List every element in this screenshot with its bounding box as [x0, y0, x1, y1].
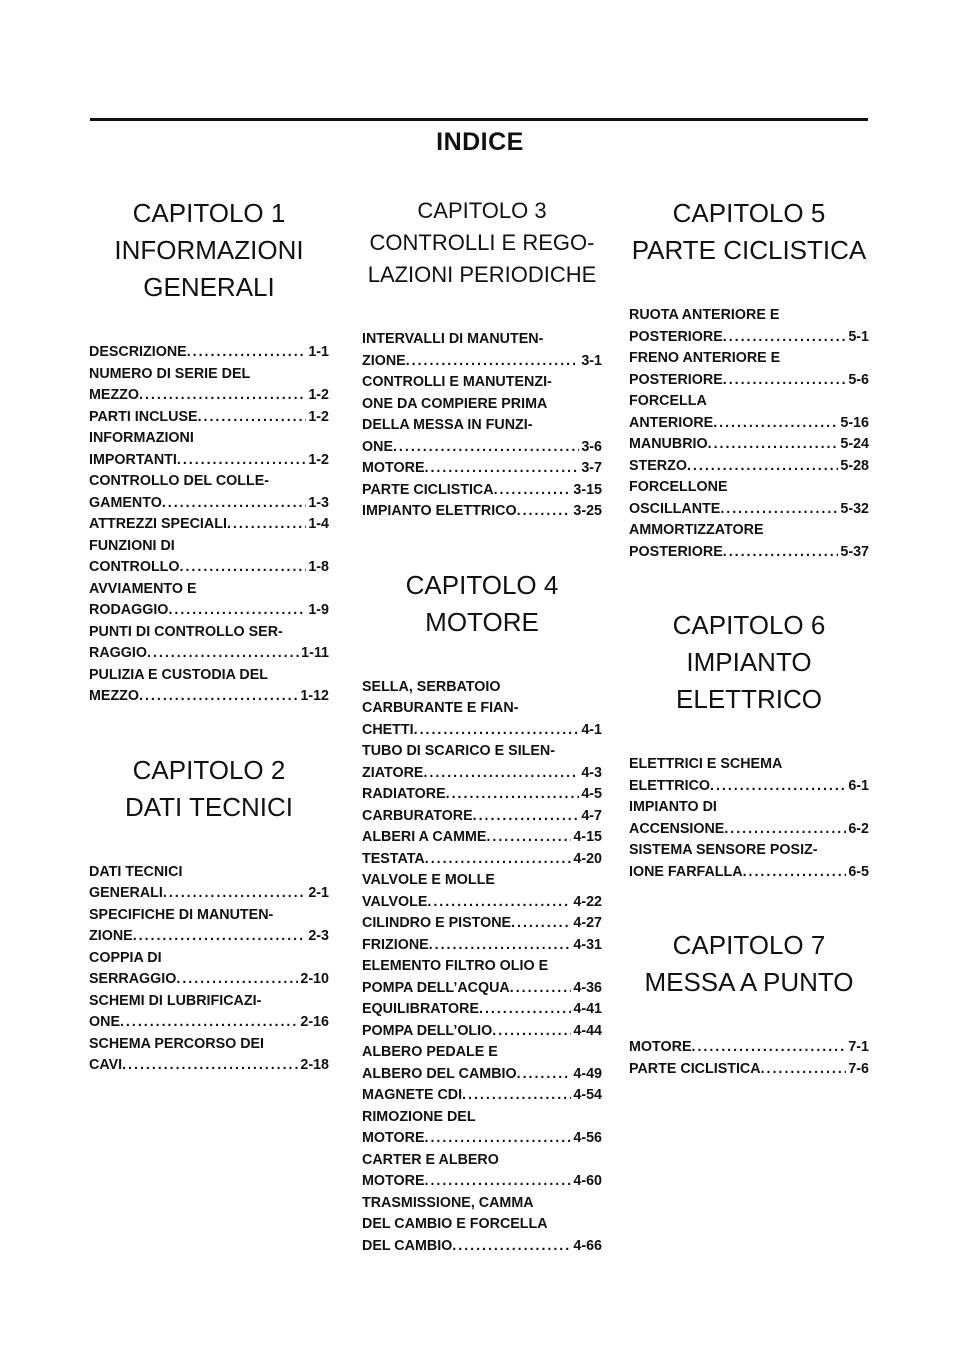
toc-page-number: 5-37: [840, 543, 869, 560]
toc-entry-text: POMPA DELL’OLIO: [362, 1022, 493, 1039]
toc-entry-text: ANTERIORE: [629, 414, 714, 431]
toc-entry-text: CONTROLLI E MANUTENZI-: [362, 374, 552, 390]
toc-page-number: 1-2: [308, 451, 329, 468]
toc-entry[interactable]: [362, 1042, 602, 1085]
toc-page-number: 4-27: [573, 915, 602, 931]
toc-entry[interactable]: [362, 1193, 602, 1258]
dot-leader: [176, 969, 298, 991]
toc-entry[interactable]: [89, 342, 329, 364]
toc-entry-text: POSTERIORE: [629, 371, 723, 388]
toc-entry[interactable]: [89, 514, 329, 536]
chapter-heading-line: CAPITOLO 5: [672, 198, 826, 228]
chapter-heading-line: MOTORE: [425, 606, 539, 637]
toc-page-number: 4-5: [581, 786, 602, 802]
dot-leader: [425, 458, 580, 480]
dot-leader: [177, 450, 306, 472]
toc-entry-text: VALVOLE E MOLLE: [362, 872, 495, 888]
chapter-heading-line: MESSA A PUNTO: [644, 967, 854, 997]
toc-entry-text: ZIONE: [362, 352, 406, 369]
toc-entry[interactable]: [362, 806, 602, 828]
toc-entry-text: IMPIANTO DI: [629, 799, 717, 815]
dot-leader: [187, 342, 307, 364]
toc-entry-text: DELLA MESSA IN FUNZI-: [362, 417, 533, 433]
dot-leader: [761, 1059, 847, 1081]
toc-entry-text: CARBURATORE: [362, 807, 473, 824]
dot-leader: [414, 720, 580, 742]
toc-entry[interactable]: [629, 348, 869, 391]
toc-page-number: 4-60: [573, 1173, 602, 1189]
dot-leader: [393, 437, 579, 459]
toc-entry[interactable]: [362, 458, 602, 480]
chapter-heading: [629, 927, 869, 1001]
toc-entry-text: IONE FARFALLA: [629, 863, 743, 880]
toc-entry-text: DEL CAMBIO: [362, 1237, 453, 1254]
chapter-heading-line: ELETTRICO: [676, 684, 822, 714]
toc-entry[interactable]: [89, 948, 329, 991]
dot-leader: [724, 819, 846, 841]
toc-page-number: 5-1: [848, 328, 869, 345]
dot-leader: [120, 1012, 298, 1034]
toc-entry-text: STERZO: [629, 457, 687, 474]
toc-page-number: 5-28: [840, 457, 869, 474]
toc-page-number: 5-32: [840, 500, 869, 517]
toc-entry[interactable]: [89, 407, 329, 429]
dot-leader: [406, 351, 580, 373]
toc-page-number: 4-49: [573, 1065, 602, 1082]
toc-entry[interactable]: [362, 329, 602, 372]
toc-entry-text: FORCELLA: [629, 393, 707, 409]
toc-entry-text: RAGGIO: [89, 645, 147, 661]
toc-page-number: 2-16: [300, 1014, 329, 1030]
toc-entry[interactable]: [362, 1021, 602, 1043]
dot-leader: [446, 784, 580, 806]
toc-page-number: 2-18: [300, 1057, 329, 1073]
chapter-heading: [89, 195, 329, 306]
toc-entry-text: CAVI: [89, 1057, 123, 1073]
toc-page-number: 5-6: [848, 371, 869, 388]
toc-entry[interactable]: [629, 1059, 869, 1081]
toc-page-number: 4-20: [573, 850, 602, 867]
toc-entry-text: DEL CAMBIO E FORCELLA: [362, 1216, 548, 1232]
toc-page-number: 3-25: [573, 503, 602, 519]
dot-leader: [133, 926, 307, 948]
toc-entry-text: OSCILLANTE: [629, 500, 721, 517]
toc-entry-text: SPECIFICHE DI MANUTEN-: [89, 906, 274, 923]
dot-leader: [510, 978, 572, 1000]
toc-page-number: 5-24: [840, 436, 869, 452]
toc-entry-text: NUMERO DI SERIE DEL: [89, 365, 251, 382]
toc-entry-text: MEZZO: [89, 387, 140, 403]
toc-page-number: 3-1: [581, 352, 602, 369]
toc-entry[interactable]: [362, 480, 602, 502]
toc-page-number: 1-3: [308, 494, 329, 511]
dot-leader: [492, 1021, 571, 1043]
toc-page-number: 4-41: [573, 1001, 602, 1017]
toc-page-number: 6-1: [848, 777, 869, 794]
toc-entry-text: EQUILIBRATORE: [362, 1001, 480, 1017]
toc-entry[interactable]: [362, 1150, 602, 1193]
toc-page-number: 1-1: [308, 344, 329, 360]
toc-entry-text: AVVIAMENTO E: [89, 580, 197, 597]
chapter-heading: [89, 752, 329, 826]
toc-entry-text: COPPIA DI: [89, 949, 162, 966]
toc-page-number: 7-6: [848, 1060, 869, 1077]
dot-leader: [168, 600, 306, 622]
toc-entry[interactable]: [362, 935, 602, 957]
toc-entry[interactable]: [89, 471, 329, 514]
toc-entry-list: [629, 1037, 869, 1080]
toc-entry[interactable]: [362, 999, 602, 1021]
toc-entry-text: IMPIANTO ELETTRICO: [362, 503, 517, 519]
chapter-heading-line: DATI TECNICI: [124, 791, 294, 822]
chapter-heading-line: CAPITOLO 4: [405, 569, 559, 600]
toc-entry[interactable]: [89, 622, 329, 665]
toc-entry-text: ZIONE: [89, 928, 133, 944]
toc-entry-text: ONE: [362, 438, 393, 455]
dot-leader: [479, 999, 571, 1021]
toc-entry[interactable]: [89, 364, 329, 407]
toc-entry-text: IMPORTANTI: [89, 451, 177, 468]
dot-leader: [162, 493, 307, 515]
toc-page-number: 7-1: [848, 1039, 869, 1055]
toc-page-number: 3-7: [581, 460, 602, 476]
toc-entry-text: ELETTRICI E SCHEMA: [629, 756, 783, 772]
toc-entry-list: [89, 862, 329, 1077]
toc-entry[interactable]: [89, 905, 329, 948]
toc-entry-text: MOTORE: [362, 1173, 425, 1189]
toc-page-number: 4-3: [581, 764, 602, 781]
toc-entry-text: CARBURANTE E FIAN-: [362, 700, 519, 716]
chapter-heading-line: CAPITOLO 7: [672, 930, 826, 960]
chapter-heading-line: CONTROLLI E REGO-: [369, 230, 595, 255]
toc-entry[interactable]: [629, 754, 869, 797]
toc-entry-text: AMMORTIZZATORE: [629, 522, 764, 538]
chapter-heading-line: GENERALI: [143, 272, 275, 302]
toc-page-number: 1-2: [308, 408, 329, 425]
toc-entry[interactable]: [362, 372, 602, 458]
toc-entry-text: TESTATA: [362, 850, 425, 867]
toc-entry-text: SELLA, SERBATOIO: [362, 678, 501, 695]
toc-entry-text: INTERVALLI DI MANUTEN-: [362, 331, 544, 347]
toc-page-number: 4-54: [573, 1087, 602, 1103]
toc-entry-text: INFORMAZIONI: [89, 430, 194, 446]
toc-entry-text: ACCENSIONE: [629, 820, 725, 837]
toc-entry-text: MEZZO: [89, 688, 140, 704]
toc-column-2: [362, 195, 602, 1301]
toc-entry-text: FORCELLONE: [629, 479, 728, 495]
toc-page-number: 3-15: [573, 481, 602, 498]
toc-entry-text: POSTERIORE: [629, 543, 723, 560]
toc-entry[interactable]: [629, 305, 869, 348]
toc-page-number: 4-44: [573, 1022, 602, 1039]
dot-leader: [723, 370, 847, 392]
dot-leader: [198, 407, 307, 429]
toc-entry-text: GENERALI: [89, 885, 163, 901]
toc-entry[interactable]: [362, 1085, 602, 1107]
chapter-heading-line: INFORMAZIONI: [114, 235, 304, 265]
dot-leader: [139, 686, 298, 708]
toc-entry-text: ALBERO PEDALE E: [362, 1044, 498, 1060]
toc-page-number: 1-8: [308, 559, 329, 575]
toc-entry-text: RADIATORE: [362, 786, 446, 802]
toc-page-number: 6-5: [848, 863, 869, 880]
toc-page-number: 3-6: [581, 438, 602, 455]
toc-entry-text: RIMOZIONE DEL: [362, 1108, 476, 1125]
toc-entry-text: TUBO DI SCARICO E SILEN-: [362, 743, 556, 759]
toc-entry-text: ONE DA COMPIERE PRIMA: [362, 395, 548, 412]
toc-entry-text: DESCRIZIONE: [89, 344, 187, 360]
toc-entry-text: GAMENTO: [89, 494, 162, 511]
toc-entry-list: [362, 329, 602, 523]
dot-leader: [429, 935, 572, 957]
toc-column-1: [89, 195, 329, 1121]
toc-entry-text: ZIATORE: [362, 764, 424, 781]
toc-page-number: 1-2: [308, 387, 329, 403]
toc-entry[interactable]: [629, 797, 869, 840]
chapter-heading: [629, 607, 869, 718]
toc-entry-text: MOTORE: [362, 460, 425, 476]
toc-entry-text: MANUBRIO: [629, 436, 708, 452]
toc-page-number: 1-9: [308, 602, 329, 618]
toc-page-number: 1-11: [301, 645, 329, 661]
toc-entry-text: MAGNETE CDI: [362, 1087, 463, 1103]
toc-entry-list: [629, 754, 869, 883]
toc-entry[interactable]: [89, 665, 329, 708]
toc-entry-text: CONTROLLO: [89, 559, 180, 575]
toc-entry-text: ALBERI A CAMME: [362, 829, 487, 845]
dot-leader: [486, 827, 571, 849]
chapter-heading-line: CAPITOLO 1: [132, 198, 286, 228]
toc-entry[interactable]: [629, 520, 869, 563]
toc-entry[interactable]: [629, 1037, 869, 1059]
toc-entry[interactable]: [89, 579, 329, 622]
toc-entry[interactable]: [629, 840, 869, 883]
toc-entry[interactable]: [629, 434, 869, 456]
toc-page-number: 4-22: [573, 893, 602, 910]
dot-leader: [427, 892, 571, 914]
dot-leader: [710, 776, 846, 798]
toc-entry[interactable]: [362, 849, 602, 871]
toc-entry-text: POSTERIORE: [629, 328, 723, 345]
toc-page-number: 4-36: [573, 979, 602, 996]
dot-leader: [425, 1171, 572, 1193]
dot-leader: [494, 480, 572, 502]
toc-entry[interactable]: [362, 870, 602, 913]
toc-entry[interactable]: [362, 956, 602, 999]
toc-entry-text: VALVOLE: [362, 893, 428, 910]
chapter-heading-line: IMPIANTO: [686, 647, 812, 677]
toc-entry-text: CHETTI: [362, 721, 414, 738]
dot-leader: [692, 1037, 847, 1059]
toc-entry[interactable]: [629, 477, 869, 520]
toc-page-number: 4-66: [573, 1237, 602, 1254]
dot-leader: [423, 763, 579, 785]
toc-entry[interactable]: [89, 1034, 329, 1077]
toc-page-number: 2-1: [308, 885, 329, 901]
dot-leader: [139, 385, 306, 407]
toc-entry[interactable]: [362, 827, 602, 849]
toc-entry[interactable]: [89, 991, 329, 1034]
toc-entry-list: [362, 677, 602, 1258]
toc-page-number: 5-16: [840, 414, 869, 431]
toc-page-number: 2-3: [308, 928, 329, 944]
toc-entry[interactable]: [629, 456, 869, 478]
toc-entry-text: CILINDRO E PISTONE: [362, 915, 512, 931]
toc-entry-text: TRASMISSIONE, CAMMA: [362, 1194, 534, 1211]
toc-page-number: 4-31: [573, 936, 602, 953]
dot-leader: [687, 456, 838, 478]
toc-entry-text: ATTREZZI SPECIALI: [89, 516, 227, 532]
dot-leader: [713, 413, 838, 435]
dot-leader: [227, 514, 306, 536]
toc-entry[interactable]: [362, 1107, 602, 1150]
toc-page-number: 4-56: [573, 1130, 602, 1146]
toc-entry[interactable]: [362, 913, 602, 935]
chapter-heading-line: PARTE CICLISTICA: [631, 235, 867, 265]
dot-leader: [425, 1128, 572, 1150]
dot-leader: [723, 542, 839, 564]
toc-page-number: 1-4: [308, 516, 329, 532]
toc-entry-text: FRENO ANTERIORE E: [629, 350, 781, 366]
toc-entry-text: FRIZIONE: [362, 936, 429, 953]
toc-entry[interactable]: [89, 428, 329, 471]
toc-entry-text: PULIZIA E CUSTODIA DEL: [89, 666, 268, 683]
toc-entry[interactable]: [629, 391, 869, 434]
chapter-heading-line: CAPITOLO 3: [417, 198, 547, 223]
toc-entry-text: PARTE CICLISTICA: [362, 481, 494, 498]
dot-leader: [517, 501, 572, 523]
dot-leader: [163, 883, 306, 905]
toc-page-number: 6-2: [848, 820, 869, 837]
toc-entry[interactable]: [89, 862, 329, 905]
toc-entry-text: SERRAGGIO: [89, 971, 177, 987]
toc-entry[interactable]: [89, 536, 329, 579]
toc-entry-text: RODAGGIO: [89, 602, 169, 618]
toc-entry-list: [89, 342, 329, 708]
toc-entry-text: SISTEMA SENSORE POSIZ-: [629, 842, 818, 858]
chapter-heading: [362, 567, 602, 641]
toc-entry-text: PUNTI DI CONTROLLO SER-: [89, 623, 283, 640]
dot-leader: [462, 1085, 571, 1107]
page-title: INDICE: [436, 128, 524, 156]
dot-leader: [452, 1236, 571, 1258]
toc-entry-text: SCHEMI DI LUBRIFICAZI-: [89, 992, 262, 1009]
chapter-heading-line: LAZIONI PERIODICHE: [367, 262, 597, 287]
toc-entry-text: ALBERO DEL CAMBIO: [362, 1065, 517, 1082]
toc-entry[interactable]: [362, 501, 602, 523]
toc-entry-text: POMPA DELL’ACQUA: [362, 979, 510, 996]
toc-entry-text: RUOTA ANTERIORE E: [629, 307, 780, 323]
dot-leader: [720, 499, 838, 521]
toc-page-number: 1-12: [300, 688, 329, 704]
toc-entry-text: CARTER E ALBERO: [362, 1151, 499, 1168]
dot-leader: [708, 434, 839, 456]
dot-leader: [122, 1055, 298, 1077]
toc-entry-text: PARTI INCLUSE: [89, 408, 198, 425]
dot-leader: [425, 849, 572, 871]
toc-entry-text: CONTROLLO DEL COLLE-: [89, 473, 270, 489]
toc-entry-text: MOTORE: [362, 1130, 425, 1146]
toc-entry-text: ELETTRICO: [629, 777, 711, 794]
toc-entry-text: PARTE CICLISTICA: [629, 1060, 761, 1077]
toc-page-number: 4-1: [581, 721, 602, 738]
chapter-heading: [629, 195, 869, 269]
toc-column-3: [629, 195, 869, 1124]
toc-page-number: 4-15: [573, 829, 602, 845]
toc-entry[interactable]: [362, 784, 602, 806]
dot-leader: [743, 862, 847, 884]
toc-entry[interactable]: [362, 741, 602, 784]
chapter-heading-line: CAPITOLO 6: [672, 610, 826, 640]
toc-entry-text: SCHEMA PERCORSO DEI: [89, 1035, 265, 1052]
dot-leader: [473, 806, 580, 828]
toc-entry-list: [629, 305, 869, 563]
top-rule: [90, 118, 868, 121]
chapter-heading-line: CAPITOLO 2: [132, 754, 286, 785]
toc-page-number: 4-7: [581, 807, 602, 824]
toc-entry[interactable]: [362, 677, 602, 742]
dot-leader: [517, 1064, 572, 1086]
dot-leader: [511, 913, 571, 935]
toc-entry-text: ONE: [89, 1014, 120, 1030]
chapter-heading: [362, 195, 602, 291]
dot-leader: [723, 327, 847, 349]
toc-entry-text: ELEMENTO FILTRO OLIO E: [362, 958, 549, 974]
dot-leader: [180, 557, 307, 579]
toc-page-number: 2-10: [300, 971, 329, 987]
toc-entry-text: FUNZIONI DI: [89, 537, 175, 554]
dot-leader: [147, 643, 299, 665]
toc-entry-text: DATI TECNICI: [89, 863, 183, 880]
toc-entry-text: MOTORE: [629, 1039, 692, 1055]
